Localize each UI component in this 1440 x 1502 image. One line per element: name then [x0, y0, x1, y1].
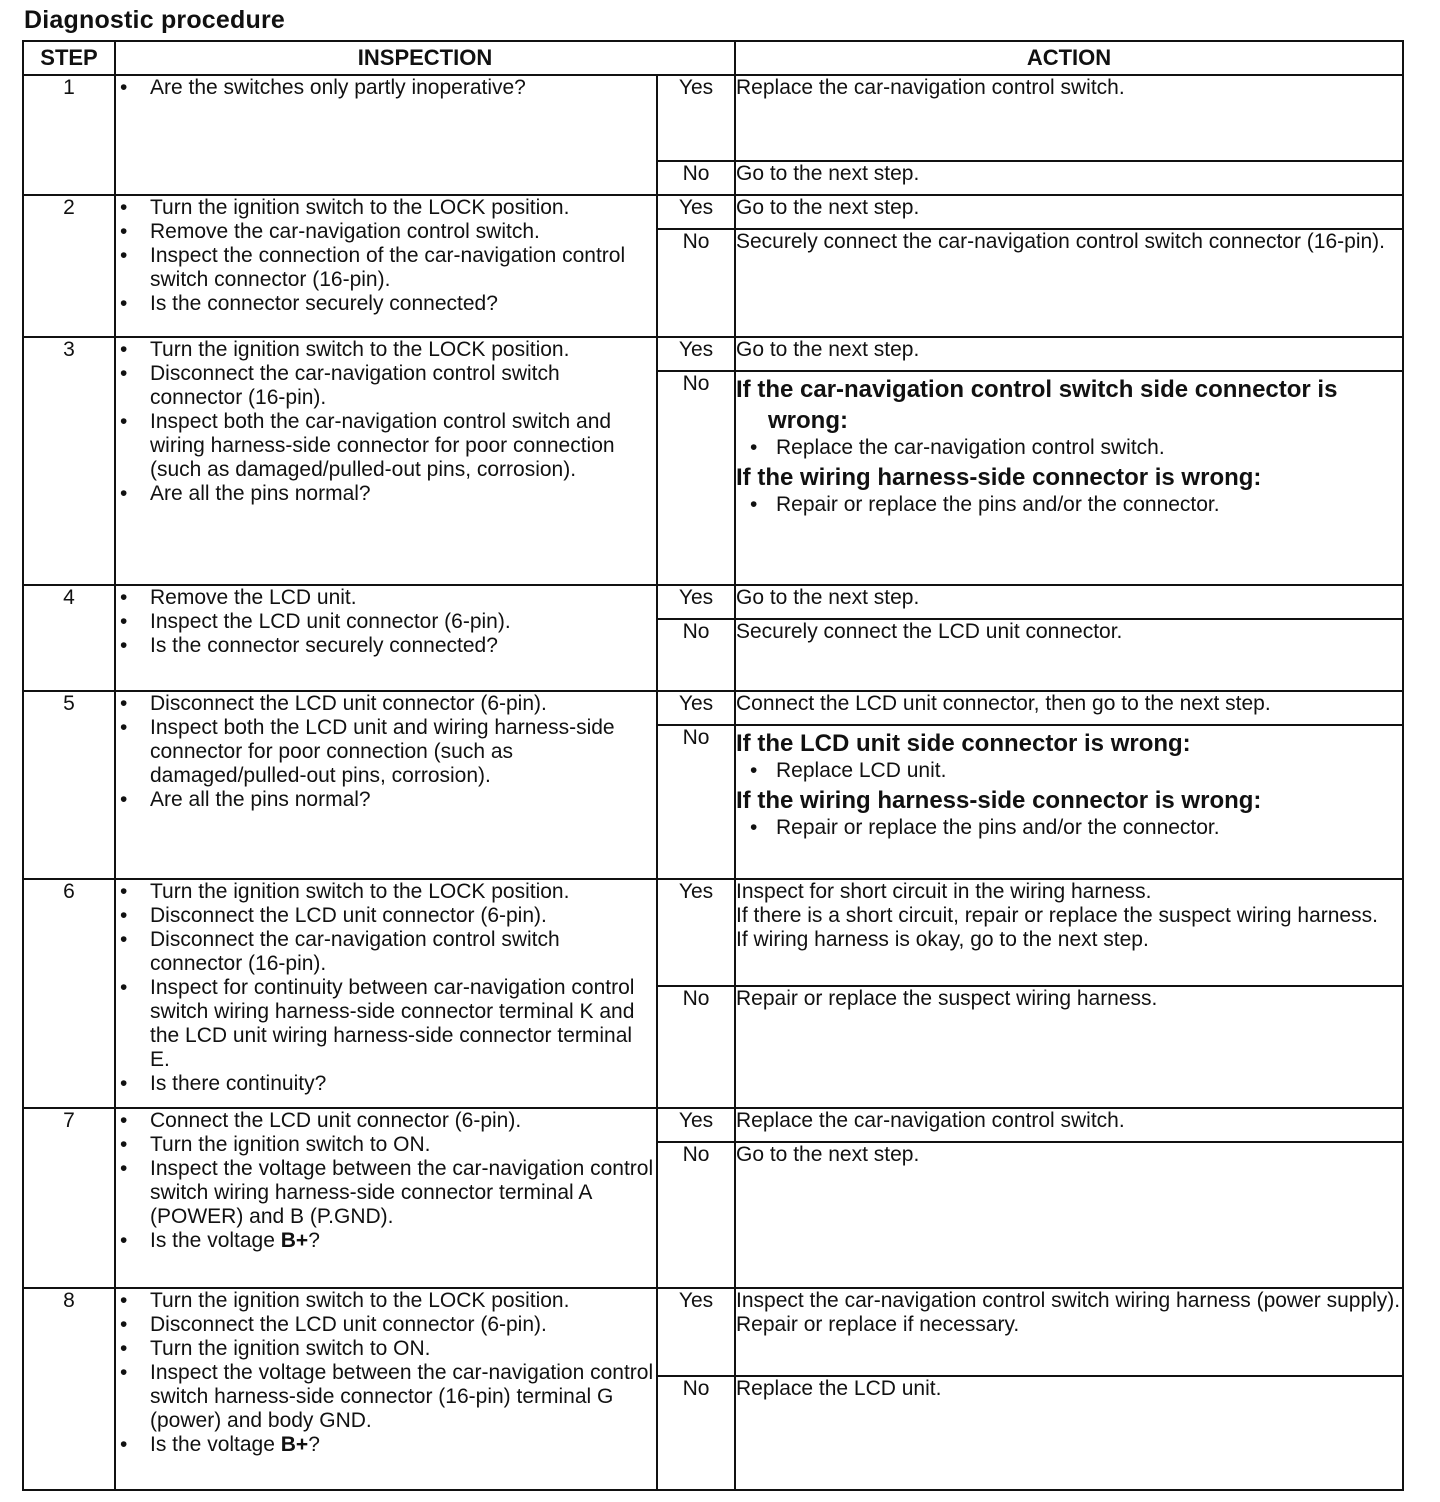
- outcome-label: No: [657, 725, 735, 879]
- outcome-label: Yes: [657, 337, 735, 371]
- inspection-item: • Are all the pins normal?: [116, 788, 656, 812]
- header-step: STEP: [23, 41, 115, 75]
- outcome-label: Yes: [657, 1108, 735, 1142]
- outcome-label: No: [657, 1376, 735, 1490]
- outcome-label: Yes: [657, 75, 735, 161]
- action-line: Inspect the car-navigation control switch wiring harness (power supply).: [736, 1289, 1401, 1312]
- inspection-item: • Remove the car-navigation control switch.: [116, 220, 656, 244]
- action-cell: [735, 1376, 1403, 1490]
- inspection-list: [116, 338, 656, 506]
- outcome-label: Yes: [657, 195, 735, 229]
- inspection-item: • Turn the ignition switch to the LOCK position.: [116, 880, 656, 904]
- action-list: [736, 436, 1402, 460]
- action-line: Go to the next step.: [736, 1143, 920, 1166]
- inspection-list: [116, 76, 656, 100]
- table-row: [23, 337, 1403, 371]
- action-condition-heading: If the LCD unit side connector is wrong:: [736, 730, 1191, 757]
- inspection-cell: [115, 585, 657, 691]
- voltage-value: B+: [280, 1229, 309, 1252]
- step-number: 2: [23, 195, 115, 337]
- action-line: Inspect for short circuit in the wiring harness.: [736, 880, 1152, 903]
- action-cell: [735, 986, 1403, 1108]
- inspection-item: [116, 1229, 656, 1253]
- table-row: [23, 1108, 1403, 1142]
- inspection-item: • Turn the ignition switch to the LOCK position.: [116, 196, 656, 220]
- inspection-item: • Turn the ignition switch to the LOCK position.: [116, 1289, 656, 1313]
- action-line: Replace the car-navigation control switch.: [736, 76, 1125, 99]
- table-row: [23, 585, 1403, 619]
- diagnostic-table: [22, 40, 1404, 1491]
- action-item: • Repair or replace the pins and/or the connector.: [736, 493, 1402, 517]
- inspection-list: [116, 1289, 656, 1457]
- action-cell: [735, 337, 1403, 371]
- action-line: If wiring harness is okay, go to the next step.: [736, 928, 1149, 951]
- inspection-cell: [115, 879, 657, 1108]
- action-cell: [735, 1142, 1403, 1288]
- action-condition-heading: If the wiring harness-side connector is wrong:: [736, 787, 1262, 814]
- header-inspection: INSPECTION: [115, 41, 735, 75]
- outcome-label: No: [657, 371, 735, 585]
- inspection-item: • Is the connector securely connected?: [116, 634, 656, 658]
- inspection-cell: [115, 195, 657, 337]
- action-cell: [735, 371, 1403, 585]
- table-row: [23, 75, 1403, 161]
- inspection-item: • Disconnect the LCD unit connector (6-pin).: [116, 904, 656, 928]
- action-item: • Repair or replace the pins and/or the connector.: [736, 816, 1402, 840]
- action-cell: [735, 691, 1403, 725]
- action-cell: [735, 195, 1403, 229]
- action-cell: [735, 725, 1403, 879]
- inspection-item-text: Is the voltage: [150, 1433, 281, 1456]
- inspection-item: • Disconnect the car-navigation control switch connector (16-pin).: [116, 928, 656, 976]
- action-line: Go to the next step.: [736, 196, 920, 219]
- action-item: • Replace LCD unit.: [736, 759, 1402, 783]
- action-cell: [735, 1288, 1403, 1376]
- inspection-item-suffix: ?: [308, 1433, 320, 1456]
- action-line: Repair or replace the suspect wiring harness.: [736, 987, 1158, 1010]
- inspection-item: • Turn the ignition switch to the LOCK position.: [116, 338, 656, 362]
- inspection-item: • Is there continuity?: [116, 1072, 656, 1096]
- outcome-label: No: [657, 1142, 735, 1288]
- outcome-label: Yes: [657, 879, 735, 986]
- inspection-item: • Disconnect the LCD unit connector (6-pin).: [116, 1313, 656, 1337]
- action-cell: [735, 75, 1403, 161]
- action-item: • Replace the car-navigation control switch.: [736, 436, 1402, 460]
- outcome-label: Yes: [657, 585, 735, 619]
- inspection-item: • Inspect the voltage between the car-navigation control switch wiring harness-side connector terminal A (POWER) and B (P.GND).: [116, 1157, 656, 1229]
- step-number: 1: [23, 75, 115, 195]
- inspection-item-text: Is the voltage: [150, 1229, 281, 1252]
- inspection-item: • Turn the ignition switch to ON.: [116, 1133, 656, 1157]
- inspection-item: • Inspect the LCD unit connector (6-pin).: [116, 610, 656, 634]
- table-row: [23, 195, 1403, 229]
- action-condition-heading: If the wiring harness-side connector is wrong:: [736, 464, 1262, 491]
- table-row: [23, 1288, 1403, 1376]
- action-line: Go to the next step.: [736, 162, 920, 185]
- step-number: 3: [23, 337, 115, 585]
- inspection-cell: [115, 691, 657, 879]
- step-number: 4: [23, 585, 115, 691]
- inspection-list: [116, 1109, 656, 1253]
- action-cell: [735, 1108, 1403, 1142]
- inspection-item: • Are the switches only partly inoperative?: [116, 76, 656, 100]
- action-line: Securely connect the car-navigation control switch connector (16-pin).: [736, 230, 1385, 253]
- inspection-item: • Are all the pins normal?: [116, 482, 656, 506]
- outcome-label: No: [657, 229, 735, 337]
- action-line: If there is a short circuit, repair or replace the suspect wiring harness.: [736, 904, 1378, 927]
- inspection-item: • Connect the LCD unit connector (6-pin).: [116, 1109, 656, 1133]
- page-title: Diagnostic procedure: [24, 6, 285, 34]
- inspection-item: • Inspect both the LCD unit and wiring harness-side connector for poor connection (such as damaged/pulled-out pins, corrosion).: [116, 716, 656, 788]
- table-row: [23, 879, 1403, 986]
- inspection-item: • Disconnect the car-navigation control switch connector (16-pin).: [116, 362, 656, 410]
- action-cell: [735, 585, 1403, 619]
- inspection-cell: [115, 75, 657, 195]
- action-list: [736, 493, 1402, 517]
- action-cell: [735, 161, 1403, 195]
- table-row: [23, 691, 1403, 725]
- action-cell: [735, 619, 1403, 691]
- inspection-cell: [115, 1288, 657, 1490]
- outcome-label: No: [657, 986, 735, 1108]
- outcome-label: Yes: [657, 1288, 735, 1376]
- inspection-item: • Is the connector securely connected?: [116, 292, 656, 316]
- inspection-item: • Remove the LCD unit.: [116, 586, 656, 610]
- outcome-label: No: [657, 161, 735, 195]
- inspection-item: [116, 1433, 656, 1457]
- action-list: [736, 816, 1402, 840]
- step-number: 8: [23, 1288, 115, 1490]
- inspection-list: [116, 586, 656, 658]
- inspection-list: [116, 196, 656, 316]
- inspection-item: • Turn the ignition switch to ON.: [116, 1337, 656, 1361]
- outcome-label: No: [657, 619, 735, 691]
- action-line: Repair or replace if necessary.: [736, 1313, 1020, 1336]
- action-line: Replace the car-navigation control switch.: [736, 1109, 1125, 1132]
- action-list: [736, 759, 1402, 783]
- action-line: Go to the next step.: [736, 338, 920, 361]
- inspection-item: • Inspect both the car-navigation control switch and wiring harness-side connector for poor connection (such as damaged/pulled-out pins, corrosion).: [116, 410, 656, 482]
- step-number: 6: [23, 879, 115, 1108]
- table-header-row: [23, 41, 1403, 75]
- action-line: Replace the LCD unit.: [736, 1377, 942, 1400]
- action-condition-heading: If the car-navigation control switch side connector is wrong:: [736, 376, 1338, 434]
- inspection-list: [116, 880, 656, 1096]
- inspection-item-suffix: ?: [308, 1229, 320, 1252]
- step-number: 7: [23, 1108, 115, 1288]
- step-number: 5: [23, 691, 115, 879]
- inspection-item: • Inspect for continuity between car-navigation control switch wiring harness-side connector terminal K and the LCD unit wiring harness-side connector terminal E.: [116, 976, 656, 1072]
- inspection-cell: [115, 337, 657, 585]
- action-line: Securely connect the LCD unit connector.: [736, 620, 1123, 643]
- action-line: Connect the LCD unit connector, then go to the next step.: [736, 692, 1271, 715]
- inspection-item: • Disconnect the LCD unit connector (6-pin).: [116, 692, 656, 716]
- inspection-item: • Inspect the connection of the car-navigation control switch connector (16-pin).: [116, 244, 656, 292]
- action-line: Go to the next step.: [736, 586, 920, 609]
- inspection-item: • Inspect the voltage between the car-navigation control switch harness-side connector (16-pin) terminal G (power) and body GND.: [116, 1361, 656, 1433]
- header-action: ACTION: [735, 41, 1403, 75]
- voltage-value: B+: [280, 1433, 309, 1456]
- inspection-cell: [115, 1108, 657, 1288]
- action-cell: [735, 879, 1403, 986]
- outcome-label: Yes: [657, 691, 735, 725]
- action-cell: [735, 229, 1403, 337]
- inspection-list: [116, 692, 656, 812]
